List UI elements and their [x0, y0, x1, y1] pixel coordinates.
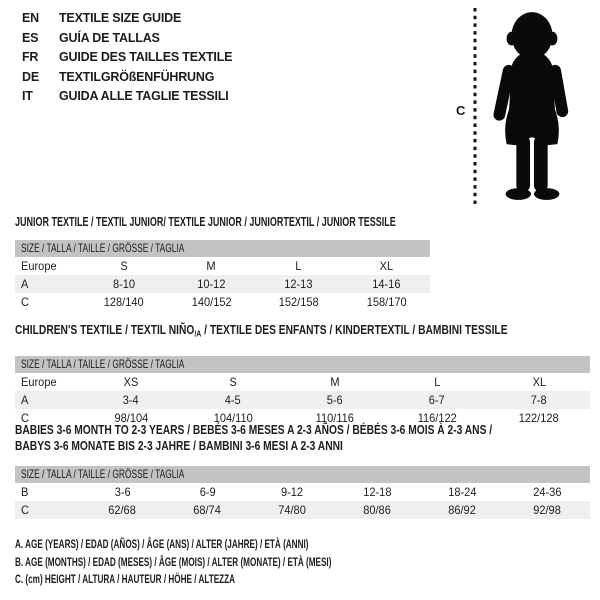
children-table-title — [15, 322, 590, 342]
table-cell — [255, 257, 343, 275]
height-label: C — [456, 103, 466, 118]
language-code: FR — [22, 50, 39, 64]
table-cell — [255, 275, 343, 293]
row-label-text: A — [21, 392, 29, 407]
language-title: TEXTILGRÖßENFÜHRUNG — [59, 69, 215, 84]
table-cell — [343, 293, 431, 311]
table-title-line — [15, 322, 590, 342]
row-label — [15, 293, 80, 311]
table-cell-text: 86/92 — [448, 503, 477, 517]
table-cell-text: S — [120, 259, 128, 273]
table-cell-text: 14-16 — [372, 277, 401, 291]
babies-row-b — [15, 483, 590, 501]
table-cell-text: 68/74 — [193, 503, 222, 517]
table-cell — [165, 501, 250, 519]
language-row — [22, 68, 232, 88]
table-cell-text: XL — [379, 259, 394, 273]
table-cell-text: 158/170 — [366, 295, 407, 309]
table-cell — [505, 483, 590, 501]
language-row — [22, 87, 232, 107]
table-cell — [386, 373, 488, 391]
table-cell — [343, 257, 431, 275]
title-segment: JUNIOR TEXTILE / TEXTIL JUNIOR/ TEXTILE JUNIOR / JUNIORTEXTIL / JUNIOR TESSILE — [15, 215, 396, 229]
row-label-text: C — [21, 295, 29, 309]
table-cell-text: 104/110 — [213, 410, 253, 425]
table-cell — [80, 483, 165, 501]
children-size-header — [15, 356, 590, 373]
language-title: GUIDA ALLE TAGLIE TESSILI — [59, 89, 229, 103]
row-label — [15, 275, 80, 293]
title-segment: BABYS 3-6 MONATE BIS 2-3 JAHRE / BAMBINI 3-6 MESI A 2-3 ANNI — [15, 439, 343, 453]
row-label — [15, 483, 80, 501]
baby-silhouette-icon — [488, 8, 576, 208]
table-cell-text: S — [229, 374, 237, 389]
table-cell — [420, 501, 505, 519]
row-label — [15, 501, 80, 519]
table-cell — [80, 501, 165, 519]
table-cell-text: 74/80 — [278, 503, 307, 517]
language-title: GUIDE DES TAILLES TEXTILE — [59, 50, 233, 64]
table-cell-text: 24-36 — [533, 485, 562, 499]
table-cell — [80, 275, 168, 293]
junior-table-section — [15, 214, 430, 311]
table-cell — [80, 373, 182, 391]
table-cell-text: 9-12 — [281, 485, 304, 499]
language-code: ES — [22, 30, 39, 45]
language-title: TEXTILE SIZE GUIDE — [59, 11, 182, 25]
row-label-text: C — [21, 410, 29, 425]
language-list — [22, 9, 232, 107]
junior-table-title — [15, 214, 430, 230]
language-code: DE — [22, 69, 39, 84]
table-cell-text: 5-6 — [327, 392, 343, 407]
table-title-line — [15, 422, 590, 438]
table-cell-text: 140/152 — [191, 295, 232, 309]
table-title-line — [15, 214, 430, 230]
legend — [15, 536, 480, 589]
table-cell — [420, 483, 505, 501]
table-cell-text: 128/140 — [103, 295, 144, 309]
legend-text: A. AGE (YEARS) / EDAD (AÑOS) / ÂGE (ANS) / ALTER (JAHRE) / ETÀ (ANNI) — [15, 537, 309, 551]
table-cell — [80, 257, 168, 275]
row-label — [15, 373, 80, 391]
table-cell-text: M — [330, 374, 340, 389]
table-cell-text: XL — [532, 374, 546, 389]
table-cell-text: 80/86 — [363, 503, 392, 517]
language-code: IT — [22, 89, 33, 103]
table-cell — [182, 373, 284, 391]
table-cell-text: L — [295, 259, 302, 273]
table-cell — [488, 391, 590, 409]
babies-table-title — [15, 422, 590, 454]
table-cell — [250, 483, 335, 501]
language-row — [22, 48, 232, 68]
junior-row-europe — [15, 257, 430, 275]
table-cell — [284, 391, 386, 409]
table-cell-text: 7-8 — [531, 392, 547, 407]
babies-table-section — [15, 422, 590, 519]
table-cell — [505, 501, 590, 519]
row-label-text: A — [21, 277, 29, 291]
children-row-a — [15, 391, 590, 409]
legend-text: C. (cm) HEIGHT / ALTURA / HAUTEUR / HÖHE / ALTEZZA — [15, 572, 236, 586]
table-cell-text: 3-4 — [123, 392, 139, 407]
table-cell — [335, 501, 420, 519]
table-cell — [165, 483, 250, 501]
table-cell-text: 6-7 — [429, 392, 445, 407]
language-code: EN — [22, 11, 39, 25]
table-cell-text: 110/116 — [315, 410, 355, 425]
table-title-line — [15, 438, 590, 454]
table-cell-text: 116/122 — [417, 410, 457, 425]
size-header-text: SIZE / TALLA / TAILLE / GRÖSSE / TAGLIA — [21, 467, 185, 481]
babies-size-header — [15, 466, 590, 483]
table-cell-text: 98/104 — [114, 410, 148, 425]
title-text — [15, 322, 508, 342]
row-label — [15, 391, 80, 409]
table-cell-text: XS — [123, 374, 139, 389]
size-header-text: SIZE / TALLA / TAILLE / GRÖSSE / TAGLIA — [21, 356, 185, 371]
table-cell — [335, 483, 420, 501]
table-cell — [255, 293, 343, 311]
table-cell — [168, 257, 256, 275]
table-cell-text: 92/98 — [533, 503, 562, 517]
table-cell-text: 122/128 — [519, 410, 559, 425]
row-label — [15, 257, 80, 275]
table-cell-text: 10-12 — [197, 277, 226, 291]
title-text — [15, 422, 492, 438]
title-text — [15, 214, 396, 230]
table-cell-text: 3-6 — [114, 485, 131, 499]
babies-row-c — [15, 501, 590, 519]
size-header-text: SIZE / TALLA / TAILLE / GRÖSSE / TAGLIA — [21, 241, 185, 255]
table-cell-text: 62/68 — [108, 503, 137, 517]
table-cell — [80, 391, 182, 409]
table-cell — [80, 293, 168, 311]
table-cell-text: 8-10 — [112, 277, 135, 291]
height-figure — [450, 6, 595, 212]
table-cell — [386, 391, 488, 409]
children-table-section — [15, 322, 590, 427]
legend-line — [15, 571, 480, 589]
table-cell — [343, 275, 431, 293]
height-dashed-line — [473, 8, 478, 208]
table-cell — [168, 293, 256, 311]
row-label-text: Europe — [21, 259, 57, 273]
junior-size-header — [15, 240, 430, 257]
row-label-text: C — [21, 503, 29, 517]
table-cell — [182, 391, 284, 409]
title-segment: / TEXTILE DES ENFANTS / KINDERTEXTIL / BAMBINI TESSILE — [201, 323, 508, 337]
table-cell-text: L — [433, 374, 441, 389]
junior-row-c — [15, 293, 430, 311]
language-row — [22, 29, 232, 49]
legend-text: B. AGE (MONTHS) / EDAD (MESES) / ÂGE (MOIS) / ALTER (MONATE) / ETÀ (MESI) — [15, 554, 332, 569]
children-row-europe — [15, 373, 590, 391]
row-label-text: B — [21, 485, 29, 499]
table-cell — [284, 373, 386, 391]
title-segment: BABIES 3-6 MONTH TO 2-3 YEARS / BEBÉS 3-6 MESES A 2-3 AÑOS / BÉBÉS 3-6 MOIS À 2-3 ANS / — [15, 423, 493, 437]
table-cell-text: 6-9 — [199, 485, 216, 499]
title-segment: /A — [194, 328, 202, 339]
table-cell-text: 152/158 — [278, 295, 319, 309]
table-cell — [250, 501, 335, 519]
table-cell-text: 12-18 — [363, 485, 392, 499]
table-cell — [488, 373, 590, 391]
title-text — [15, 438, 343, 454]
junior-row-a — [15, 275, 430, 293]
language-title: GUÍA DE TALLAS — [59, 30, 160, 45]
row-label-text: Europe — [21, 374, 57, 389]
table-cell — [168, 275, 256, 293]
table-cell-text: 18-24 — [448, 485, 477, 499]
table-cell-text: M — [206, 259, 216, 273]
legend-line — [15, 536, 480, 554]
legend-line — [15, 554, 480, 572]
table-cell-text: 12-13 — [284, 277, 313, 291]
table-cell-text: 4-5 — [225, 392, 241, 407]
title-segment: CHILDREN'S TEXTILE / TEXTIL NIÑO — [15, 323, 195, 337]
language-row — [22, 9, 232, 29]
